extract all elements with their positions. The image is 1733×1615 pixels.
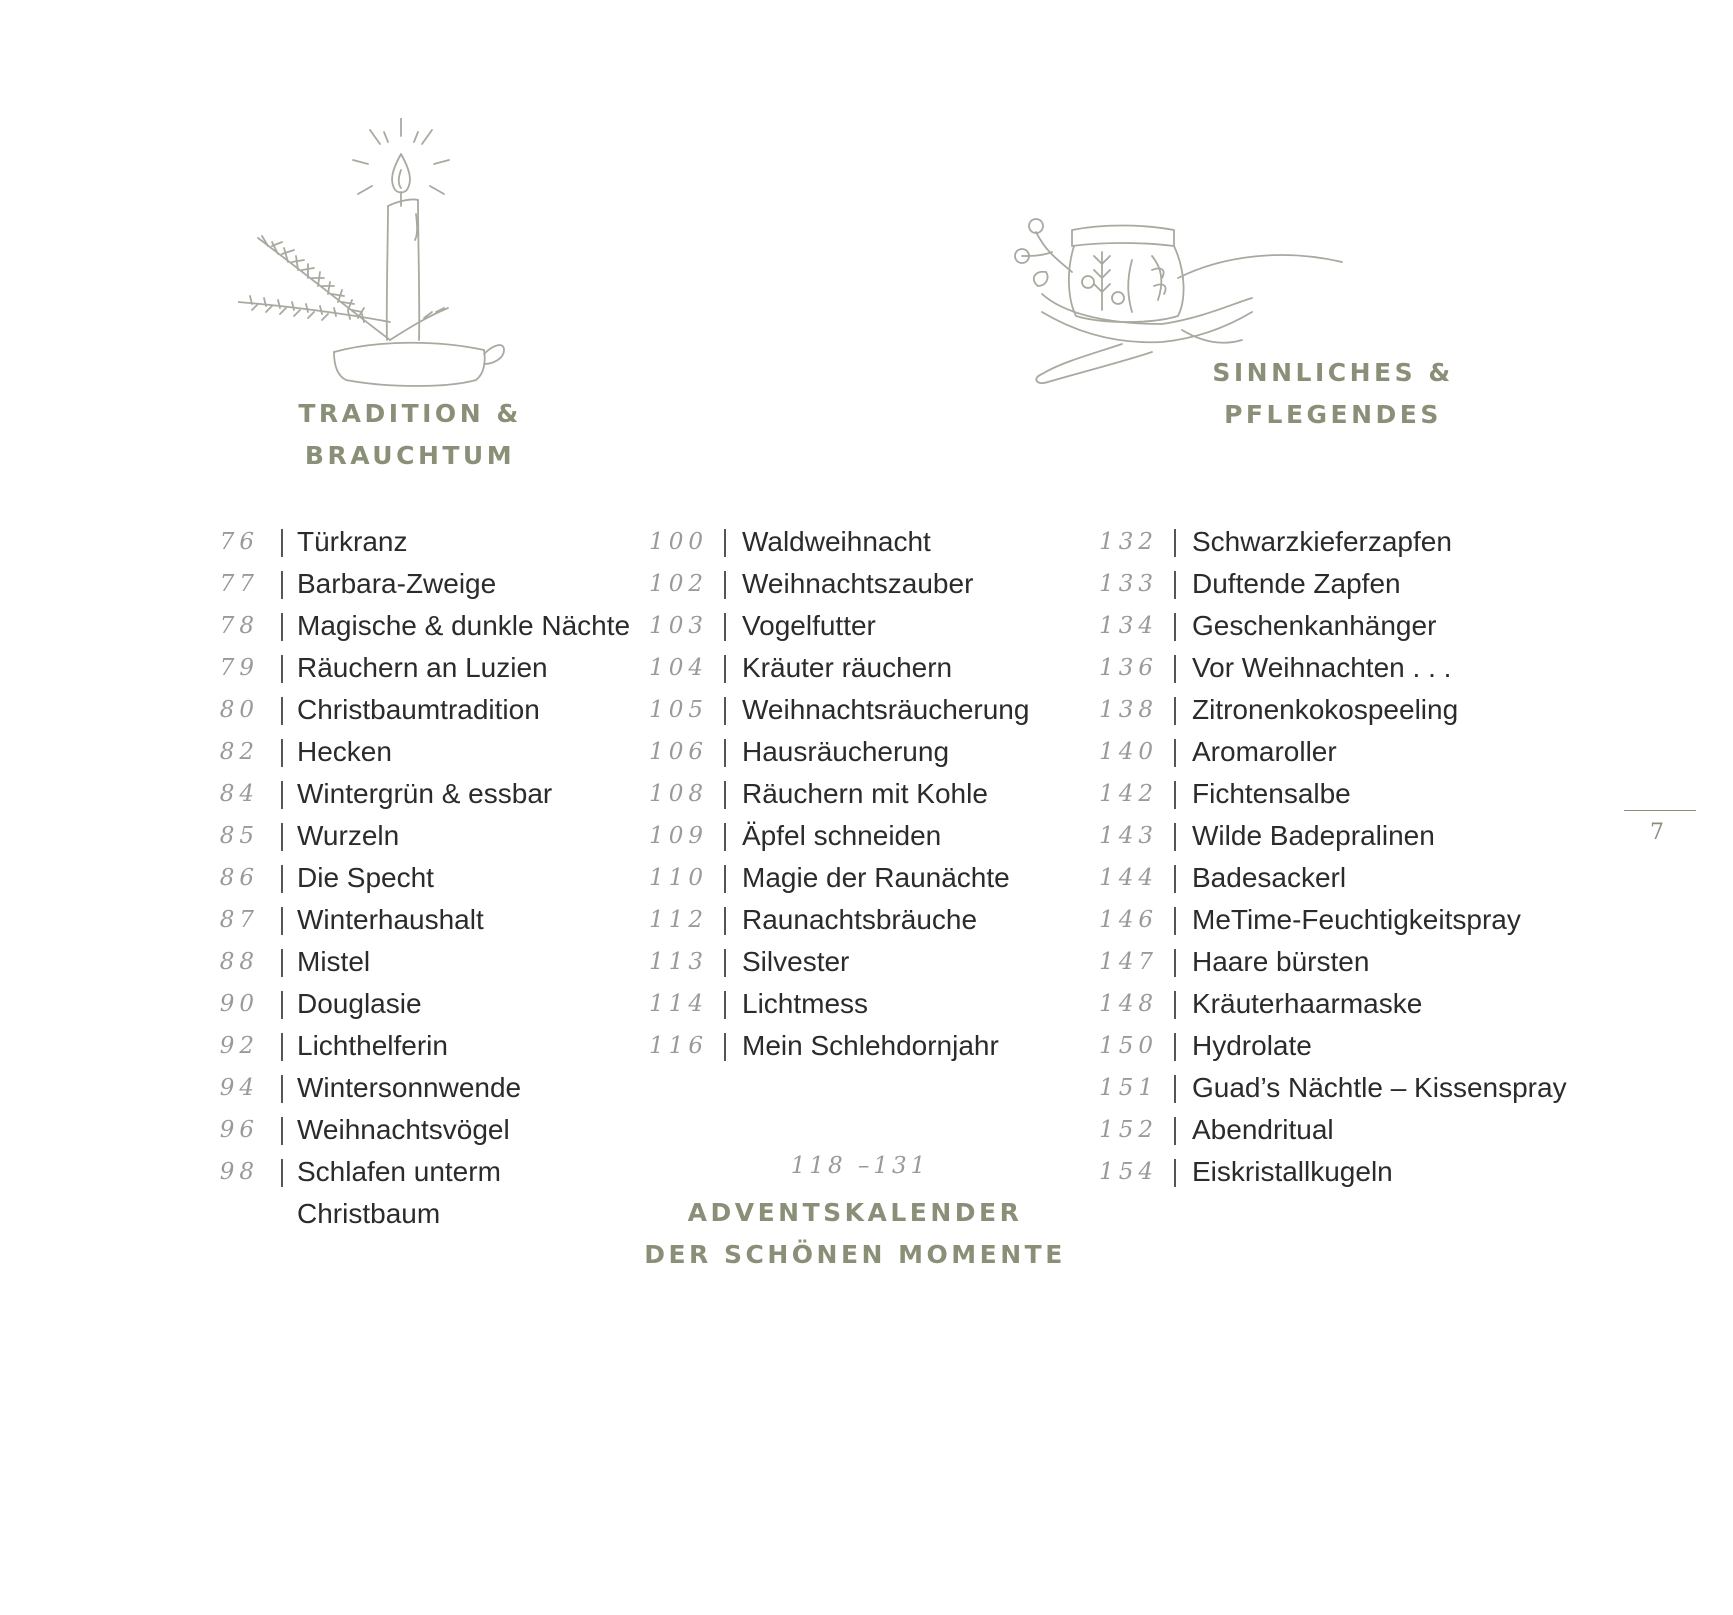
page-number: 140 bbox=[1099, 739, 1158, 765]
section-heading-line: TRADITION & bbox=[298, 399, 522, 428]
page-number: 94 bbox=[219, 1075, 259, 1101]
entry-title: Geschenkanhänger bbox=[1192, 610, 1437, 641]
separator-bar bbox=[1174, 991, 1176, 1019]
section-heading-tradition bbox=[250, 393, 570, 477]
page-number: 108 bbox=[649, 781, 708, 807]
separator-bar bbox=[1174, 1117, 1176, 1145]
section-heading-line: DER SCHÖNEN MOMENTE bbox=[644, 1240, 1066, 1269]
separator-bar bbox=[1174, 571, 1176, 599]
entry-title: Lichtmess bbox=[742, 988, 869, 1019]
page-number: 106 bbox=[649, 739, 708, 765]
page-number: 105 bbox=[649, 697, 708, 723]
separator-bar bbox=[281, 739, 283, 767]
page-number: 113 bbox=[649, 949, 708, 975]
separator-bar bbox=[281, 1159, 283, 1187]
entry-title: Weihnachtsräucherung bbox=[742, 694, 1030, 725]
separator-bar bbox=[281, 697, 283, 725]
page-number: 144 bbox=[1099, 865, 1158, 891]
entry-title: Hausräucherung bbox=[742, 736, 950, 767]
separator-bar bbox=[1174, 613, 1176, 641]
page-number: 104 bbox=[649, 655, 708, 681]
section-heading-line: BRAUCHTUM bbox=[304, 441, 516, 470]
separator-bar bbox=[281, 823, 283, 851]
section-heading-advent[interactable] bbox=[630, 1192, 1080, 1276]
entry-title: Schwarzkieferzapfen bbox=[1192, 526, 1452, 557]
entry-title: Eiskristallkugeln bbox=[1192, 1156, 1393, 1187]
separator-bar bbox=[724, 697, 726, 725]
entry-title: Vogelfutter bbox=[742, 610, 876, 641]
separator-bar bbox=[1174, 739, 1176, 767]
page-number: 112 bbox=[649, 907, 708, 933]
entry-title: Badesackerl bbox=[1192, 862, 1347, 893]
entry-title: Magische & dunkle Nächte bbox=[297, 610, 631, 641]
page-number: 84 bbox=[219, 781, 259, 807]
separator-bar bbox=[281, 907, 283, 935]
separator-bar bbox=[1174, 823, 1176, 851]
entry-title: Kräuter räuchern bbox=[742, 652, 953, 683]
entry-title: Äpfel schneiden bbox=[742, 820, 942, 851]
separator-bar bbox=[1174, 1159, 1176, 1187]
entry-title: Die Specht bbox=[297, 862, 434, 893]
entry-title: Weihnachtsvögel bbox=[297, 1114, 510, 1145]
entry-title: Raunachtsbräuche bbox=[742, 904, 978, 935]
separator-bar bbox=[1174, 529, 1176, 557]
separator-bar bbox=[1174, 655, 1176, 683]
entry-title: Hydrolate bbox=[1192, 1030, 1312, 1061]
separator-bar bbox=[724, 571, 726, 599]
page-number: 114 bbox=[649, 991, 708, 1017]
entry-title: Wilde Badepralinen bbox=[1192, 820, 1435, 851]
entry-title: MeTime-Feuchtigkeitspray bbox=[1192, 904, 1521, 935]
entry-title: Duftende Zapfen bbox=[1192, 568, 1401, 599]
separator-bar bbox=[1174, 949, 1176, 977]
separator-bar bbox=[1174, 697, 1176, 725]
page-number: 86 bbox=[219, 865, 259, 891]
entry-title: Silvester bbox=[742, 946, 850, 977]
page-number: 133 bbox=[1099, 571, 1158, 597]
page-number: 79 bbox=[219, 655, 259, 681]
entry-title-continuation: Christbaum bbox=[297, 1198, 441, 1229]
page-number: 77 bbox=[219, 571, 259, 597]
entry-title: Haare bürsten bbox=[1192, 946, 1370, 977]
separator-bar bbox=[724, 781, 726, 809]
page-number: 138 bbox=[1099, 697, 1158, 723]
page-number: 136 bbox=[1099, 655, 1158, 681]
page-number: 147 bbox=[1099, 949, 1158, 975]
separator-bar bbox=[281, 655, 283, 683]
entry-title: Douglasie bbox=[297, 988, 422, 1019]
entry-title: Magie der Raunächte bbox=[742, 862, 1010, 893]
separator-bar bbox=[724, 739, 726, 767]
entry-title: Schlafen unterm bbox=[297, 1156, 501, 1187]
separator-bar bbox=[281, 1033, 283, 1061]
page-number: 92 bbox=[219, 1033, 259, 1059]
entry-title: Winterhaushalt bbox=[297, 904, 484, 935]
separator-bar bbox=[724, 865, 726, 893]
page-number: 154 bbox=[1099, 1159, 1158, 1185]
separator-bar bbox=[281, 1117, 283, 1145]
candle-illustration-icon bbox=[238, 118, 508, 390]
separator-bar bbox=[724, 907, 726, 935]
page-number: 143 bbox=[1099, 823, 1158, 849]
separator-bar bbox=[724, 823, 726, 851]
separator-bar bbox=[281, 781, 283, 809]
page-number: 87 bbox=[219, 907, 259, 933]
section-heading-line: PFLEGENDES bbox=[1224, 400, 1442, 429]
entry-title: Abendritual bbox=[1192, 1114, 1334, 1145]
separator-bar bbox=[724, 529, 726, 557]
separator-bar bbox=[724, 1033, 726, 1061]
separator-bar bbox=[724, 655, 726, 683]
entry-title: Fichtensalbe bbox=[1192, 778, 1351, 809]
separator-bar bbox=[724, 949, 726, 977]
page-number: 78 bbox=[219, 613, 259, 639]
separator-bar bbox=[724, 991, 726, 1019]
page-number: 146 bbox=[1099, 907, 1158, 933]
page-number: 116 bbox=[649, 1033, 708, 1059]
entry-title: Waldweihnacht bbox=[742, 526, 931, 557]
entry-title: Zitronenkokospeeling bbox=[1192, 694, 1459, 725]
separator-bar bbox=[1174, 781, 1176, 809]
entry-title: Wurzeln bbox=[297, 820, 400, 851]
entry-title: Aromaroller bbox=[1192, 736, 1337, 767]
separator-bar bbox=[1174, 907, 1176, 935]
separator-bar bbox=[281, 1075, 283, 1103]
entry-title: Räuchern mit Kohle bbox=[742, 778, 988, 809]
page-number: 90 bbox=[219, 991, 259, 1017]
entry-title: Wintersonnwende bbox=[297, 1072, 522, 1103]
entry-title: Vor Weihnachten . . . bbox=[1192, 652, 1452, 683]
page-number: 80 bbox=[219, 697, 259, 723]
entry-title: Hecken bbox=[297, 736, 392, 767]
folio-rule bbox=[1624, 810, 1696, 811]
separator-bar bbox=[281, 613, 283, 641]
separator-bar bbox=[281, 865, 283, 893]
section-heading-line: SINNLICHES & bbox=[1212, 358, 1454, 387]
section-heading-sinnliches bbox=[1183, 352, 1483, 436]
advent-page-range: 118 –131 bbox=[790, 1153, 930, 1179]
page-number: 109 bbox=[649, 823, 708, 849]
page-number: 152 bbox=[1099, 1117, 1158, 1143]
page-number: 88 bbox=[219, 949, 259, 975]
separator-bar bbox=[281, 949, 283, 977]
page-number: 142 bbox=[1099, 781, 1158, 807]
page-number: 132 bbox=[1099, 529, 1158, 555]
entry-title: Kräuterhaarmaske bbox=[1192, 988, 1423, 1019]
separator-bar bbox=[1174, 865, 1176, 893]
page-number: 110 bbox=[649, 865, 708, 891]
section-heading-line: ADVENTSKALENDER bbox=[687, 1198, 1023, 1227]
page-number: 134 bbox=[1099, 613, 1158, 639]
page-folio: 7 bbox=[1650, 820, 1664, 845]
entry-title: Wintergrün & essbar bbox=[297, 778, 553, 809]
page-number: 76 bbox=[219, 529, 259, 555]
entry-title: Türkranz bbox=[297, 526, 408, 557]
separator-bar bbox=[1174, 1033, 1176, 1061]
entry-title: Mein Schlehdornjahr bbox=[742, 1030, 999, 1061]
separator-bar bbox=[724, 613, 726, 641]
entry-title: Räuchern an Luzien bbox=[297, 652, 548, 683]
separator-bar bbox=[281, 991, 283, 1019]
entry-title: Barbara-Zweige bbox=[297, 568, 497, 599]
page-number: 150 bbox=[1099, 1033, 1158, 1059]
page-number: 96 bbox=[219, 1117, 259, 1143]
page-number: 102 bbox=[649, 571, 708, 597]
separator-bar bbox=[281, 529, 283, 557]
entry-title: Weihnachtszauber bbox=[742, 568, 974, 599]
separator-bar bbox=[1174, 1075, 1176, 1103]
page-number: 98 bbox=[219, 1159, 259, 1185]
page-number: 103 bbox=[649, 613, 708, 639]
page-number: 151 bbox=[1099, 1075, 1158, 1101]
page-number: 100 bbox=[649, 529, 708, 555]
entry-title: Christbaumtradition bbox=[297, 694, 540, 725]
entry-title: Guad’s Nächtle – Kissenspray bbox=[1192, 1072, 1567, 1103]
separator-bar bbox=[281, 571, 283, 599]
entry-title: Mistel bbox=[297, 946, 371, 977]
entry-title: Lichthelferin bbox=[297, 1030, 448, 1061]
page-number: 148 bbox=[1099, 991, 1158, 1017]
page-number: 85 bbox=[219, 823, 259, 849]
page-number: 82 bbox=[219, 739, 259, 765]
